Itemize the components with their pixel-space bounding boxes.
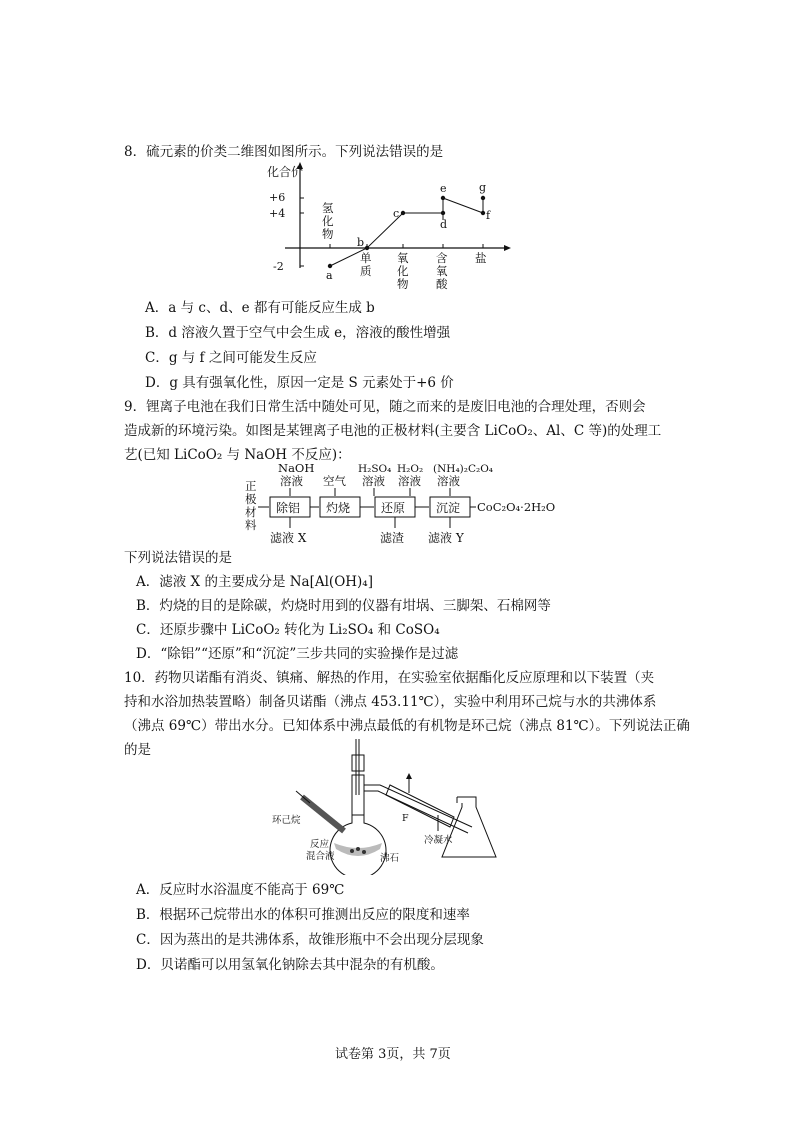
q8-option-b: B．d 溶液久置于空气中会生成 e，溶液的酸性增强 [145, 325, 451, 341]
q9-stem-line1: 9．锂离子电池在我们日常生活中随处可见，随之而来的是废旧电池的合理处理，否则会 [124, 399, 646, 415]
column [352, 775, 364, 815]
label-b: b [357, 236, 365, 249]
ytick-minus2: -2 [273, 260, 284, 273]
x-axis-arrow [504, 245, 511, 251]
cat-element-2: 质 [360, 264, 372, 278]
output-filtrate-x: 滤液 X [270, 531, 307, 545]
cat-oxide-3: 物 [397, 277, 409, 291]
point-e [441, 196, 445, 200]
boiling-chip [350, 849, 354, 853]
reagent-air: 空气 [323, 474, 346, 488]
reagent-ammonium-oxalate: (NH₄)₂C₂O₄ [433, 463, 494, 475]
point-b [365, 246, 369, 250]
page-footer: 试卷第 3页，共 7页 [335, 1047, 451, 1062]
output-filtrate-y: 滤液 Y [428, 531, 464, 545]
label-reaction: 反应 [310, 839, 330, 850]
ytick-plus6: +6 [269, 191, 286, 204]
step-reduce: 还原 [381, 501, 406, 515]
q10-stem-line1: 10．药物贝诺酯有消炎、镇痛、解热的作用，在实验室依据酯化反应原理和以下装置（夹 [124, 670, 655, 686]
valence-line-salt [443, 198, 483, 213]
reagent-h2o2-solution: 溶液 [398, 474, 421, 488]
cat-oxyacid-1: 含 [436, 251, 448, 265]
reagent-naoh-solution: 溶液 [280, 474, 303, 488]
reagent-h2so4-solution: 溶液 [362, 474, 385, 488]
q10-option-a: A．反应时水浴温度不能高于 69℃ [136, 882, 345, 898]
q8-stem: 8．硫元素的价类二维图如图所示。下列说法错误的是 [124, 144, 444, 160]
point-g [481, 196, 485, 200]
reagent-ammonium-oxalate-solution: 溶液 [437, 474, 460, 488]
q9-option-d: D．“除铝”“还原”和“沉淀”三步共同的实验操作是过滤 [136, 646, 459, 662]
cat-hydride-3: 物 [322, 227, 334, 241]
label-a: a [326, 269, 333, 282]
label-d: d [440, 218, 448, 231]
reagent-h2so4: H₂SO₄ [358, 463, 392, 475]
cat-oxyacid-2: 氧 [436, 264, 448, 278]
step-precipitate: 沉淀 [436, 501, 461, 515]
cat-oxide-1: 氧 [397, 251, 409, 265]
q8-option-c: C．g 与 f 之间可能发生反应 [145, 350, 317, 366]
point-a [328, 264, 332, 268]
water-out-arrow [406, 773, 412, 779]
flow-start-2: 极 [245, 492, 257, 506]
q8-option-d: D．g 具有强氧化性，原因一定是 S 元素处于+6 价 [145, 375, 454, 391]
q10-stem-line3: （沸点 69℃）带出水分。已知体系中沸点最低的有机物是环己烷（沸点 81℃）。下列说法正确 [124, 718, 690, 734]
flow-start-4: 料 [245, 518, 257, 532]
label-f: F [402, 813, 409, 824]
cat-oxyacid-3: 酸 [436, 277, 448, 291]
q10-option-d: D．贝诺酯可以用氢氧化钠除去其中混杂的有机酸。 [136, 957, 444, 973]
label-boiling-chips: 沸石 [380, 853, 400, 864]
cat-oxide-2: 化 [397, 264, 409, 278]
ytick-plus4: +4 [269, 207, 286, 220]
cat-hydride-1: 氢 [322, 201, 334, 215]
reagent-h2o2: H₂O₂ [397, 463, 424, 475]
label-cyclohexane: 环己烷 [272, 815, 301, 826]
process-flow-diagram [240, 462, 570, 548]
q9-option-c: C．还原步骤中 LiCoO₂ 转化为 Li₂SO₄ 和 CoSO₄ [136, 622, 440, 638]
step-roast: 灼烧 [326, 501, 351, 515]
valence-line-main [330, 198, 443, 266]
q9-stem-line3: 艺(已知 LiCoO₂ 与 NaOH 不反应)： [124, 447, 351, 463]
label-f: f [486, 209, 491, 222]
label-e: e [440, 182, 447, 195]
q9-sub-stem: 下列说法错误的是 [124, 550, 232, 566]
label-g: g [479, 181, 487, 194]
q9-option-a: A．滤液 X 的主要成分是 Na[Al(OH)₄] [136, 574, 373, 590]
label-mixture: 混合液 [306, 851, 335, 862]
cat-hydride-2: 化 [322, 214, 334, 228]
flow-start-1: 正 [245, 479, 257, 493]
product: CoC₂O₄·2H₂O [477, 500, 556, 514]
esterification-apparatus [272, 735, 512, 875]
stopper [352, 755, 364, 771]
point-d [441, 211, 445, 215]
point-f [481, 211, 485, 215]
cat-salt: 盐 [475, 251, 487, 265]
q9-option-b: B．灼烧的目的是除碳，灼烧时用到的仪器有坩埚、三脚架、石棉网等 [136, 598, 551, 614]
label-cooling-water: 冷凝水 [424, 835, 453, 846]
cat-element-1: 单 [360, 251, 372, 265]
q9-stem-line2: 造成新的环境污染。如图是某锂离子电池的正极材料(主要含 LiCoO₂、Al、C 等)的处理工 [124, 423, 662, 439]
q8-option-a: A．a 与 c、d、e 都有可能反应生成 b [145, 300, 375, 316]
label-c: c [393, 207, 400, 220]
q10-stem-line4: 的是 [124, 742, 151, 758]
flow-start-3: 材 [245, 505, 257, 519]
valence-class-chart [255, 160, 515, 300]
condenser-inlet [364, 785, 472, 827]
point-c [401, 211, 405, 215]
condenser-jacket [386, 785, 454, 827]
y-axis-label: 化合价 [267, 165, 304, 179]
q10-option-b: B．根据环己烷带出水的体积可推测出反应的限度和速率 [136, 907, 470, 923]
step-remove-al: 除铝 [276, 501, 301, 515]
q10-stem-line2: 持和水浴加热装置略）制备贝诺酯（沸点 453.11℃），实验中利用环己烷与水的共沸体系 [124, 694, 657, 710]
q10-option-c: C．因为蒸出的是共沸体系，故锥形瓶中不会出现分层现象 [136, 932, 484, 948]
output-residue: 滤渣 [380, 531, 405, 545]
reagent-naoh: NaOH [278, 462, 315, 475]
